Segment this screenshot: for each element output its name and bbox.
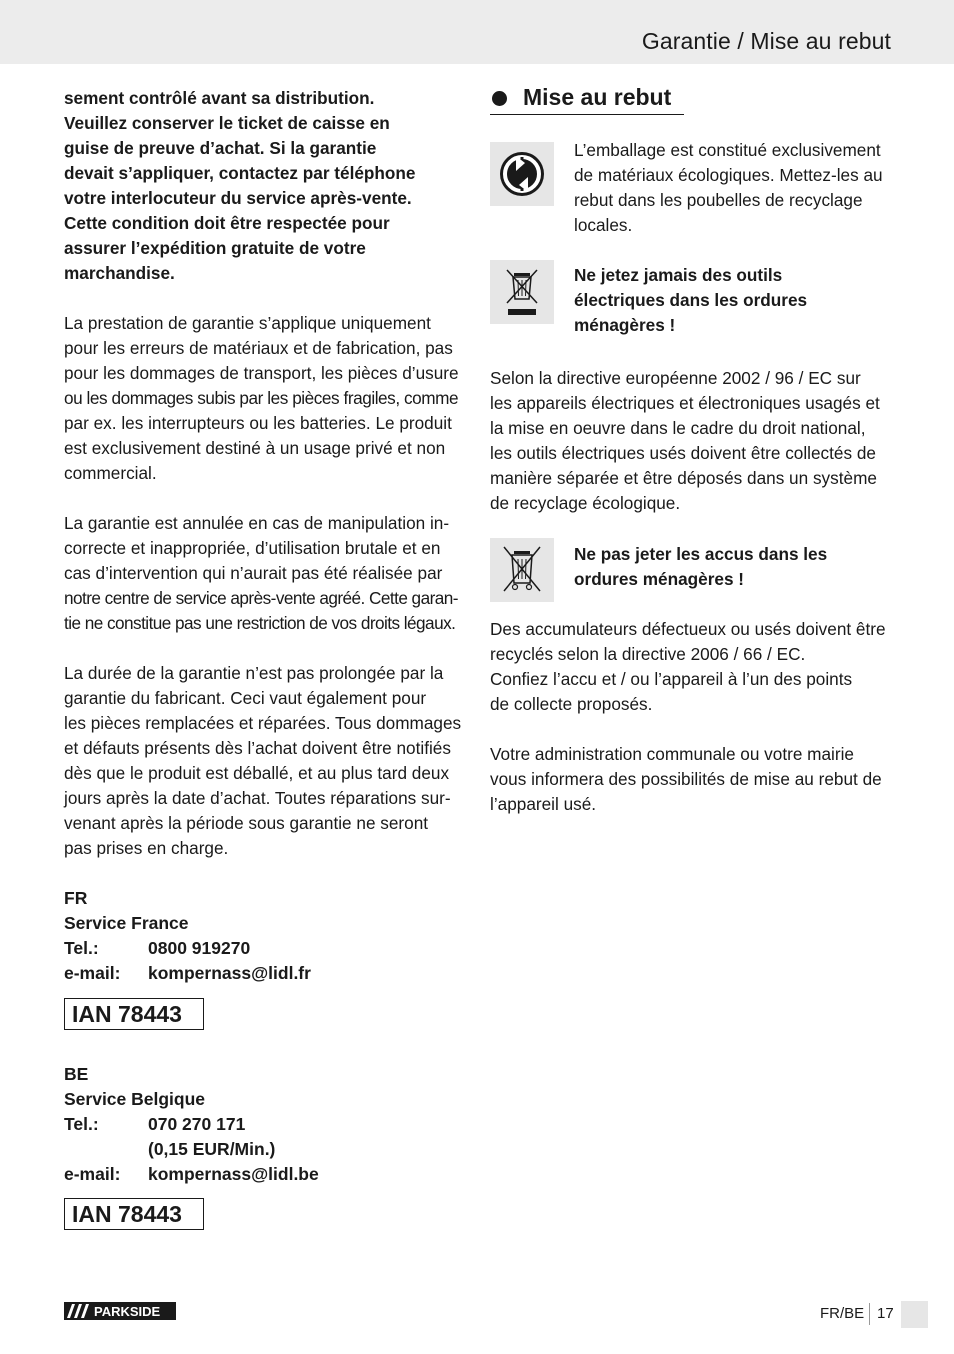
text-line: ménagères ! (574, 315, 676, 335)
email-address: kompernass@lidl.be (148, 1164, 319, 1184)
text-line: Ne pas jeter les accus dans les (574, 544, 828, 564)
tools-warning-block (490, 263, 890, 338)
text-line: pour les erreurs de matériaux et de fabrication, pas (64, 338, 453, 358)
service-belgium (64, 1062, 464, 1187)
text-line: la mise en oeuvre dans le cadre du droit national, (490, 418, 866, 438)
service-france (64, 886, 464, 986)
right-column (490, 84, 890, 817)
text-line: locales. (574, 215, 633, 235)
text-line: de recyclage écologique. (490, 493, 681, 513)
packaging-block (490, 138, 890, 238)
text-line: votre interlocuteur du service après-vente. (64, 188, 412, 208)
text-line: correcte et inappropriée, d’utilisation brutale et en (64, 538, 441, 558)
text-line: manière séparée et être déposés dans un système (490, 468, 877, 488)
battery-recycling-paragraph (490, 617, 890, 717)
service-country: FR (64, 888, 88, 908)
text-line: garantie du fabricant. Ceci vaut également pour (64, 688, 427, 708)
text-line: électriques dans les ordures (574, 290, 808, 310)
text-line: commercial. (64, 463, 157, 483)
text-line: guise de preuve d’achat. Si la garantie (64, 138, 377, 158)
section-underline (490, 114, 684, 115)
phone-number: 070 270 171 (148, 1114, 246, 1134)
left-column (64, 86, 464, 986)
text-line: tie ne constitue pas une restriction de vos droits légaux. (64, 613, 456, 633)
text-line: les outils électriques usés doivent être collectés de (490, 443, 876, 463)
text-line: marchandise. (64, 263, 175, 283)
text-line: pour les dommages de transport, les pièces d’usure (64, 363, 459, 383)
crossed-bin-battery-icon (490, 538, 554, 602)
service-email: e-mail: kompernass@lidl.fr (64, 961, 464, 986)
text-line: Selon la directive européenne 2002 / 96 / EC sur (490, 368, 861, 388)
service-phone-note: (0,15 EUR/Min.) (148, 1139, 276, 1159)
service-email: e-mail: kompernass@lidl.be (64, 1162, 464, 1187)
bullet-icon (492, 91, 507, 106)
text-line: Cette condition doit être respectée pour (64, 213, 390, 233)
text-line: et défauts présents dès l’achat doivent être notifiés (64, 738, 451, 758)
text-line: Votre administration communale ou votre mairie (490, 744, 854, 764)
text-line: Des accumulateurs défectueux ou usés doivent être (490, 619, 886, 639)
service-phone: Tel.: 070 270 171 (64, 1112, 464, 1137)
text-line: de collecte proposés. (490, 694, 653, 714)
text-line: de matériaux écologiques. Mettez-les au (574, 165, 883, 185)
administration-paragraph (490, 742, 890, 817)
parkside-logo (64, 1302, 176, 1320)
text-line: recyclés selon la directive 2006 / 66 / EC. (490, 644, 806, 664)
email-address: kompernass@lidl.fr (148, 963, 311, 983)
section-title: Mise au rebut (523, 84, 672, 110)
service-name: Service Belgique (64, 1089, 206, 1109)
text-line: jours après la date d’achat. Toutes réparations sur- (64, 788, 451, 808)
service-phone: Tel.: 0800 919270 (64, 936, 464, 961)
text-line: La prestation de garantie s’applique uniquement (64, 313, 431, 333)
text-line: La durée de la garantie n’est pas prolongée par la (64, 663, 444, 683)
text-line: Ne jetez jamais des outils (574, 265, 783, 285)
directive-paragraph (490, 366, 890, 516)
crossed-bin-weee-icon (490, 260, 554, 324)
text-line: devait s’appliquer, contactez par téléphone (64, 163, 416, 183)
brand-text: PARKSIDE (94, 1304, 161, 1319)
text-line: notre centre de service après-vente agréé. Cette garan- (64, 588, 458, 608)
text-line: ordures ménagères ! (574, 569, 745, 589)
text-line: les pièces remplacées et réparées. Tous dommages (64, 713, 462, 733)
page-title: Garantie / Mise au rebut (641, 28, 891, 54)
footer-divider (869, 1303, 870, 1325)
ian-box-fr: IAN 78443 (64, 998, 204, 1030)
text-line: L’emballage est constitué exclusivement (574, 140, 881, 160)
phone-number: 0800 919270 (148, 938, 251, 958)
text-line: vous informera des possibilités de mise au rebut de (490, 769, 882, 789)
text-line: rebut dans les poubelles de recyclage (574, 190, 863, 210)
language-code: FR/BE (820, 1305, 865, 1322)
text-line: l’appareil usé. (490, 794, 597, 814)
page-number: 17 (877, 1305, 894, 1322)
text-line: cas d’intervention qui n’aurait pas été réalisée par (64, 563, 443, 583)
footer-tab (901, 1301, 928, 1328)
warranty-duration-paragraph (64, 661, 464, 861)
text-line: Confiez l’accu et / ou l’appareil à l’un des points (490, 669, 853, 689)
text-line: les appareils électriques et électroniques usagés et (490, 393, 880, 413)
green-dot-recycling-icon (490, 142, 554, 206)
intro-bold-paragraph (64, 86, 464, 286)
text-line: ou les dommages subis par les pièces fragiles, comme (64, 388, 459, 408)
text-line: La garantie est annulée en cas de manipulation in- (64, 513, 450, 533)
warranty-void-paragraph (64, 511, 464, 636)
text-line: dès que le produit est déballé, et au plus tard deux (64, 763, 450, 783)
text-line: venant après la période sous garantie ne seront (64, 813, 429, 833)
section-header (490, 84, 890, 116)
service-country: BE (64, 1064, 89, 1084)
text-line: par ex. les interrupteurs ou les batteries. Le produit (64, 413, 452, 433)
text-line: assurer l’expédition gratuite de votre (64, 238, 366, 258)
text-line: Veuillez conserver le ticket de caisse en (64, 113, 390, 133)
text-line: sement contrôlé avant sa distribution. (64, 88, 375, 108)
text-line: est exclusivement destiné à un usage privé et non (64, 438, 446, 458)
service-name: Service France (64, 913, 189, 933)
ian-box-be: IAN 78443 (64, 1198, 204, 1230)
warranty-scope-paragraph (64, 311, 464, 486)
battery-warning-block (490, 542, 890, 617)
text-line: pas prises en charge. (64, 838, 229, 858)
